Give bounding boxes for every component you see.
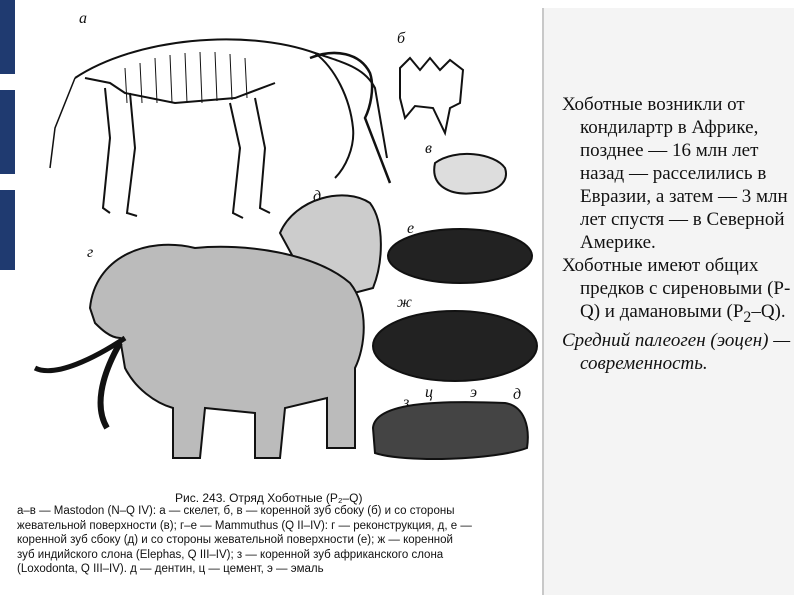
elephas-tooth-drawing [373,311,537,381]
figure-letter-a: а [79,10,87,27]
figure-letter-e2: э [470,384,478,401]
left-bar-block [0,0,15,74]
left-bar-block [0,90,15,174]
ancestors-text-end: –Q). [751,301,786,322]
figure-letter-z: з [403,394,410,411]
figure-letter-g: г [87,244,94,261]
paragraph-period: Средний палеоген (эоцен) — современность. [562,329,791,374]
ancestors-subscript: 2 [743,308,752,326]
left-bar-block [0,190,15,270]
loxodonta-tooth-drawing [373,402,528,459]
paragraph-ancestors [562,254,794,329]
left-decor-bar [0,0,15,595]
figure-letter-d: д [313,188,322,205]
text-panel [542,8,794,595]
figure-letter-v: в [425,140,432,157]
figure-title: Рис. 243. Отряд Хоботные (P₂–Q) [175,491,363,505]
tooth-top-drawing [434,154,506,194]
figure-drawing [15,8,542,488]
paragraph-origin: Хоботные возникли от кондилартр в Африке, позднее — 16 млн лет назад — расселились в Евразии, а затем — 3 млн лет спустя — в Северной Америке. [562,94,788,253]
proboscidea-figure [15,8,542,595]
ancestors-text: Хоботные имеют общих предков с сиреновыми (P-Q) и дамановыми (P [562,255,791,322]
figure-letter-d2: д [513,386,522,403]
figure-letter-zh: ж [397,294,412,311]
body-text [562,93,794,375]
figure-letter-e: е [407,220,415,237]
mammoth-reconstruction-drawing [35,245,364,458]
mastodon-skeleton-drawing [50,39,390,218]
figure-letter-ts: ц [425,384,433,401]
tooth-side-drawing [400,58,463,133]
figure-caption: а–в — Mastodon (N–Q IV): а — скелет, б, в — коренной зуб сбоку (б) и со стороны жевательной поверхности (в); г–е — Mammuthus (Q II–IV): г — реконструкция, д, е — коренной зуб сбоку (д) и со стороны жевательной поверхности (е); ж — коренной зуб индийского слона (Elephas, Q III–IV); з — коренной зуб африканского слона (Loxodonta, Q III–IV). д — дентин, ц — цемент, э — эмаль [17,505,472,575]
figure-letter-b: б [397,30,406,47]
